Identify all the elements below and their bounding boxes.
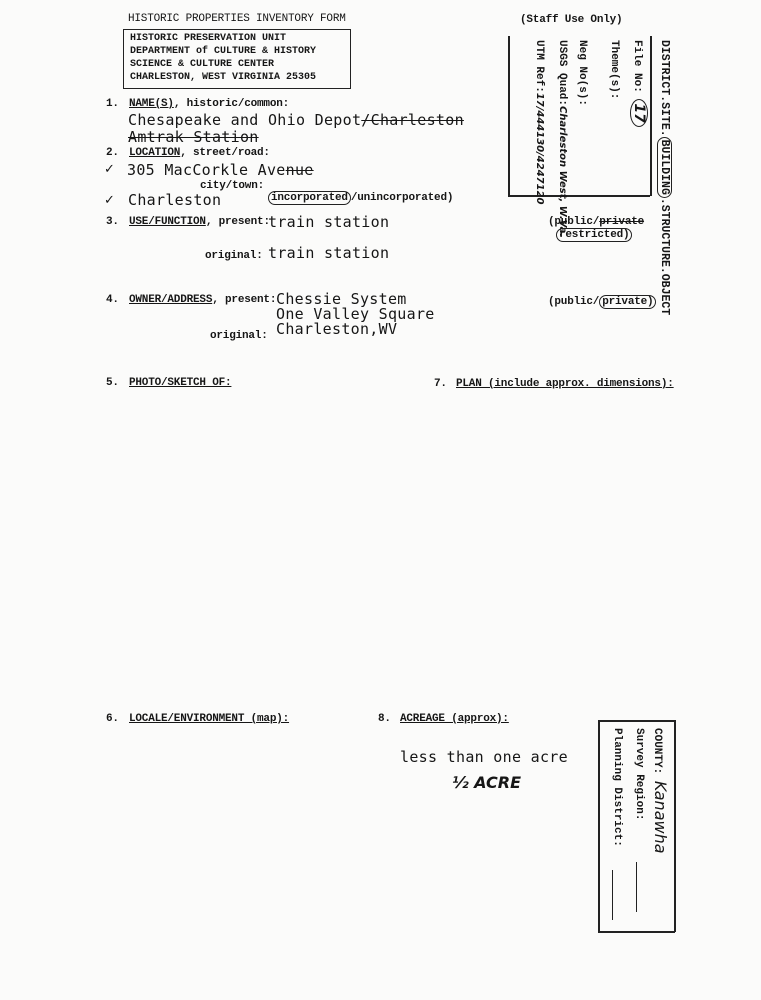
category-site: SITE.: [658, 102, 671, 137]
section-7-number: 7.: [434, 378, 447, 390]
county-box-bottom-border: [598, 931, 675, 933]
property-category: [658, 40, 671, 315]
section-5-label: PHOTO/SKETCH OF:: [129, 377, 232, 389]
county-label: COUNTY:: [651, 728, 663, 775]
neg-label: Neg No(s):: [576, 40, 588, 107]
checkmark-icon: ✓: [104, 162, 115, 177]
agency-address-box: [123, 29, 351, 89]
section-6-label: LOCALE/ENVIRONMENT (map):: [129, 713, 290, 725]
checkmark-icon-2: ✓: [104, 193, 115, 208]
staff-box-left-border: [508, 36, 510, 196]
agency-line-3: SCIENCE & CULTURE CENTER: [130, 59, 275, 70]
form-title: HISTORIC PROPERTIES INVENTORY FORM: [128, 13, 346, 25]
street-main: 305 MacCorkle Ave: [127, 161, 286, 179]
file-no-label: File No:: [631, 40, 643, 93]
use-original-label: original:: [205, 250, 263, 262]
agency-line-2: DEPARTMENT of CULTURE & HISTORY: [130, 46, 317, 57]
staff-box-right-border: [650, 36, 652, 196]
section-5-number: 5.: [106, 377, 119, 389]
section-7-label: PLAN (include approx. dimensions):: [456, 378, 674, 390]
historic-name-main: Chesapeake and Ohio Depot: [128, 111, 362, 129]
agency-line-1: HISTORIC PRESERVATION UNIT: [130, 33, 287, 44]
section-2-label: LOCATION, street/road:: [129, 147, 270, 159]
planning-district-blank: [612, 870, 613, 920]
category-building: BUILDING: [657, 137, 672, 198]
staff-box-bottom-border: [508, 195, 650, 197]
utm-value: 17/444130/4247120: [534, 92, 545, 205]
use-public-private: (public/private: [548, 216, 645, 228]
utm-row: [533, 40, 545, 205]
acreage-handwritten: ½ ACRE: [452, 773, 522, 792]
agency-line-4: CHARLESTON, WEST VIRGINIA 25305: [130, 72, 317, 83]
use-private-option: private: [599, 216, 645, 228]
use-present-value: train station: [268, 213, 390, 231]
historic-name-struck-line: Amtrak Station: [128, 128, 259, 146]
section-4-label: OWNER/ADDRESS, present:: [129, 294, 277, 306]
section-4-number: 4.: [106, 294, 119, 306]
file-no-row: [630, 40, 648, 127]
use-restricted-option: restricted): [556, 228, 632, 242]
category-structure-object: .STRUCTURE.OBJECT: [658, 197, 671, 316]
survey-region-label: Survey Region:: [633, 728, 645, 821]
use-restricted: [556, 229, 632, 241]
street-address: [127, 161, 314, 179]
historic-name-struck: /Charleston: [361, 111, 464, 129]
section-3-label: USE/FUNCTION, present:: [129, 216, 270, 228]
county-value: Kanawha: [651, 780, 670, 854]
section-3-number: 3.: [106, 216, 119, 228]
section-6-number: 6.: [106, 713, 119, 725]
usgs-label: USGS Quad:: [556, 40, 568, 107]
section-8-label: ACREAGE (approx):: [400, 713, 509, 725]
category-district: DISTRICT.: [658, 40, 671, 103]
unincorporated-option: /unincorporated): [350, 192, 454, 204]
survey-region-blank: [636, 862, 637, 912]
section-8-number: 8.: [378, 713, 391, 725]
historic-name: [128, 111, 464, 129]
owner-line-3: Charleston,WV: [276, 320, 398, 338]
county-box-left-border: [598, 720, 600, 932]
section-1-label: NAME(S), historic/common:: [129, 98, 290, 110]
owner-private-option: private): [599, 295, 656, 309]
use-original-value: train station: [268, 244, 390, 262]
county-box-top-border: [598, 720, 675, 722]
acreage-typed: less than one acre: [400, 748, 568, 766]
section-1-number: 1.: [106, 98, 119, 110]
incorporated-option: incorporated: [268, 191, 351, 205]
file-no-value: 17: [630, 99, 648, 126]
theme-label: Theme(s):: [608, 40, 620, 100]
section-2-number: 2.: [106, 147, 119, 159]
planning-district-label: Planning District:: [611, 728, 623, 847]
staff-use-label: (Staff Use Only): [520, 14, 623, 26]
street-struck: nue: [285, 161, 314, 179]
utm-label: UTM Ref:: [533, 40, 545, 93]
county-box-right-border: [674, 720, 676, 932]
owner-line-1: Chessie System: [276, 290, 407, 308]
owner-public-private: (public/ private): [548, 296, 656, 308]
usgs-value: Charleston West, W.Va.: [557, 106, 568, 238]
owner-original-label: original:: [210, 330, 268, 342]
usgs-row: [556, 40, 568, 237]
city-label: city/town:: [200, 180, 265, 192]
city-value: Charleston: [128, 191, 222, 209]
incorporation-status: [268, 192, 453, 204]
county-row: [651, 728, 670, 854]
owner-line-2: One Valley Square: [276, 305, 435, 323]
